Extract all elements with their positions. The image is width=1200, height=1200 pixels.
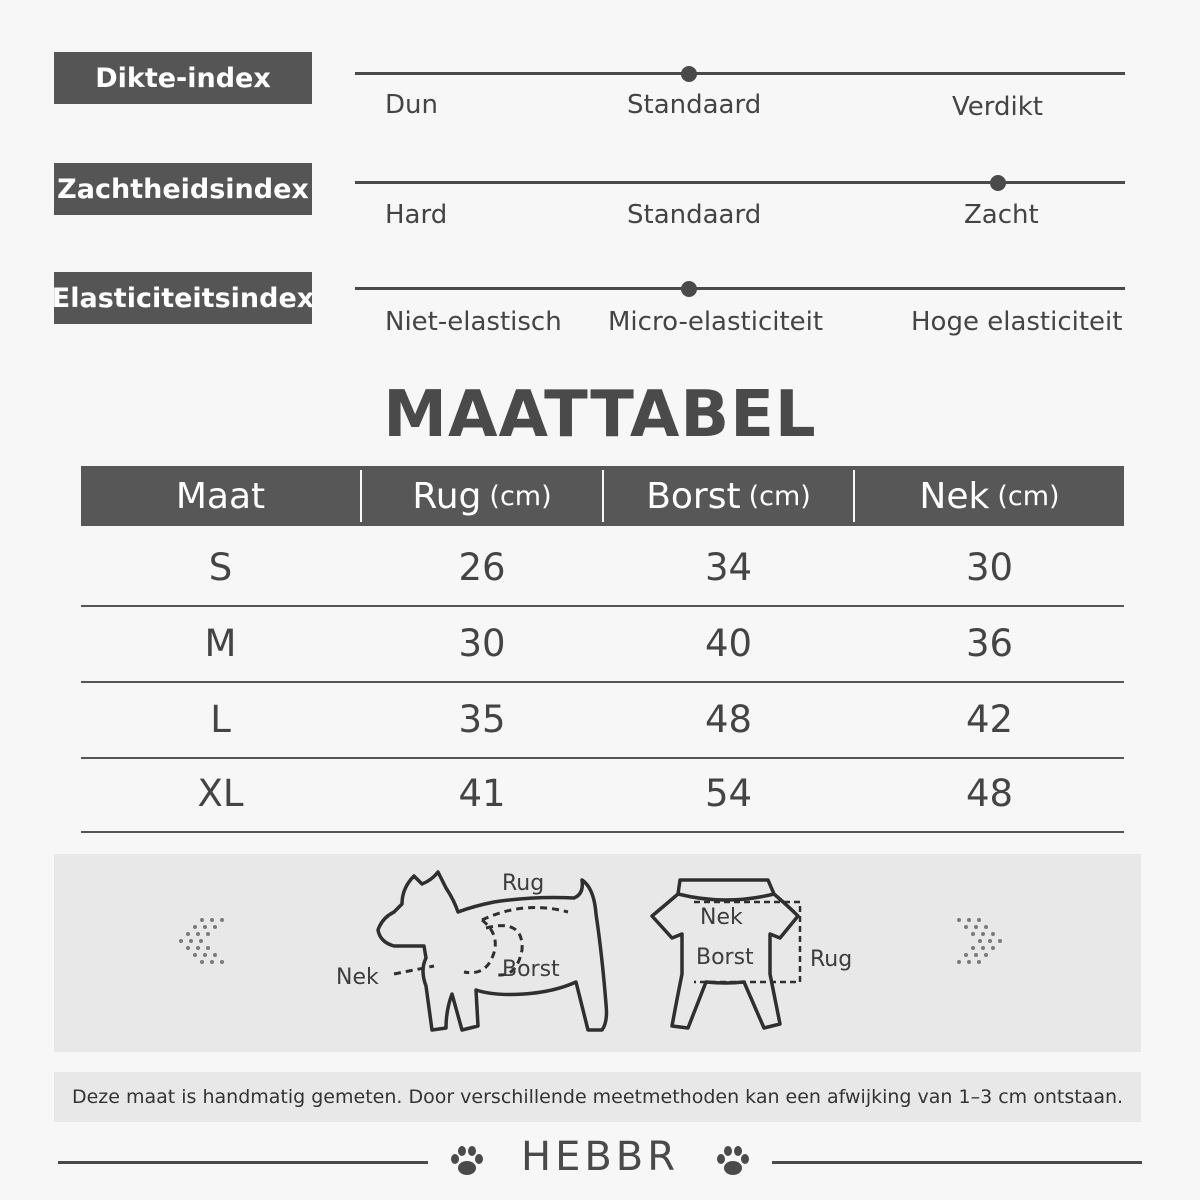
table-row xyxy=(81,530,1124,607)
softness-option-standard: Standaard xyxy=(627,200,762,230)
dog-chest-label: Borst xyxy=(502,957,560,982)
thickness-option-thin: Dun xyxy=(385,90,438,120)
header-back-label: Rug xyxy=(412,475,482,517)
garment-neck-label: Nek xyxy=(700,905,743,930)
size-table-header xyxy=(81,466,1124,526)
dog-outline-icon xyxy=(378,872,607,1030)
table-row xyxy=(81,756,1124,833)
cell-neck: 36 xyxy=(965,622,1014,665)
elasticity-option-micro: Micro-elasticiteit xyxy=(608,307,824,337)
chevron-right-icon xyxy=(957,918,1002,964)
header-size xyxy=(81,466,360,526)
softness-index-label: Zachtheidsindex xyxy=(54,163,312,215)
thickness-index-marker xyxy=(681,66,697,82)
dog-back-label: Rug xyxy=(502,871,545,896)
measurement-diagram xyxy=(54,854,1141,1052)
cell-chest: 40 xyxy=(704,622,753,665)
garment-chest-label: Borst xyxy=(696,945,754,970)
thickness-index-scale xyxy=(355,72,1125,75)
footer-divider-left xyxy=(58,1161,428,1164)
cell-neck: 42 xyxy=(965,698,1014,741)
footer-divider-right xyxy=(772,1161,1142,1164)
cell-neck: 30 xyxy=(965,546,1014,589)
cell-chest: 34 xyxy=(704,546,753,589)
softness-option-hard: Hard xyxy=(385,200,448,230)
garment-back-label: Rug xyxy=(810,947,853,972)
cell-size: XL xyxy=(197,772,244,815)
elasticity-option-none: Niet-elastisch xyxy=(385,307,562,337)
elasticity-index-marker xyxy=(681,281,697,297)
cell-back: 30 xyxy=(458,622,506,665)
softness-index-scale xyxy=(355,181,1125,184)
elasticity-option-high: Hoge elasticiteit xyxy=(911,307,1123,337)
dog-neck-label: Nek xyxy=(336,965,379,990)
thickness-option-standard: Standaard xyxy=(627,90,762,120)
thickness-index-label: Dikte-index xyxy=(54,52,312,104)
header-back-unit: (cm) xyxy=(489,480,552,512)
cell-chest: 54 xyxy=(704,772,753,815)
cell-neck: 48 xyxy=(965,772,1014,815)
header-neck-label: Nek xyxy=(919,475,990,517)
header-chest-unit: (cm) xyxy=(748,480,811,512)
softness-option-soft: Zacht xyxy=(964,200,1039,230)
cell-back: 26 xyxy=(458,546,506,589)
cell-chest: 48 xyxy=(704,698,753,741)
measurement-note: Deze maat is handmatig gemeten. Door verschillende meetmethoden kan een afwijking van 1–3 cm ontstaan. xyxy=(54,1072,1141,1122)
header-chest xyxy=(604,466,853,526)
table-row xyxy=(81,606,1124,683)
size-chart-title: MAATTABEL xyxy=(383,378,817,452)
header-back xyxy=(362,466,602,526)
header-neck-unit: (cm) xyxy=(997,480,1060,512)
paw-icon xyxy=(714,1144,752,1180)
thickness-option-thick: Verdikt xyxy=(952,92,1043,122)
cell-size: M xyxy=(204,622,237,665)
elasticity-index-scale xyxy=(355,287,1125,290)
table-row xyxy=(81,682,1124,759)
cell-size: L xyxy=(210,698,231,741)
header-size-label: Maat xyxy=(175,475,266,517)
softness-index-marker xyxy=(990,175,1006,191)
header-chest-label: Borst xyxy=(646,475,741,517)
elasticity-index-label: Elasticiteitsindex xyxy=(54,272,312,324)
header-neck xyxy=(855,466,1124,526)
cell-back: 35 xyxy=(458,698,506,741)
chevron-left-icon xyxy=(179,918,224,964)
cell-size: S xyxy=(208,546,233,589)
paw-icon xyxy=(448,1144,486,1180)
cell-back: 41 xyxy=(458,772,506,815)
measurement-diagram-svg xyxy=(54,854,1141,1052)
brand-name: HEBBR xyxy=(520,1134,680,1180)
